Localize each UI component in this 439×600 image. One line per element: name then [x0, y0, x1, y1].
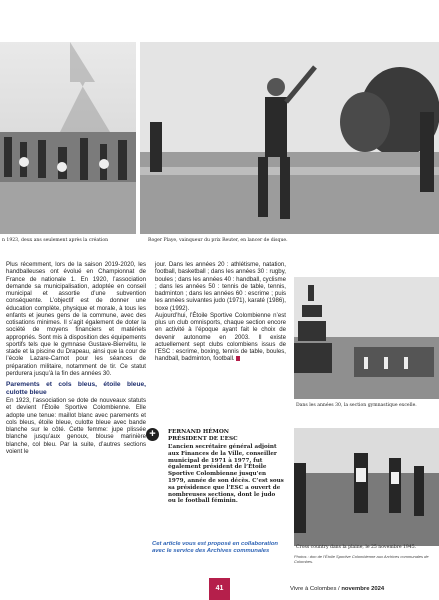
caption-cross-photo: Cross country dans la plaine, le 25 novembre 1945.	[296, 545, 417, 550]
callout-name	[168, 429, 238, 442]
page-number: 41	[209, 578, 230, 600]
photo-gymnastics	[294, 277, 439, 399]
plus-icon: +	[146, 428, 159, 441]
text-column-middle	[155, 261, 286, 363]
section-heading-uniform: Parements et cols bleus, étoile bleue, culotte bleue	[6, 381, 146, 396]
paragraph-history: Plus récemment, lors de la saison 2019-2020, les handballeuses ont évolué en Championnat de France de nationale 1. En 1920, l’association demande sa municipalisation, adoptée en conseil municipal et assortie d’une subvention conséquente. L’objectif est de donner une éducation complète, physique et morale, à tous les enfants et jeunes gens de la commune, avec des cotisations minimes. Il s’agit également de doter la société de moyens financiers et matériels appropriés. Sont mis à disposition des équipements sportifs tels que le gymnase Gustave-Bienvêtu, le stade et la piscine du Drapeau, ainsi que la cour de l’école Lazare-Carnot pour les séances de préparation militaire, notamment de tir. Ce statut perdurera jusqu’à la fin des années 30.	[6, 261, 146, 377]
photo-cross-country	[294, 428, 439, 546]
photo-discus-thrower	[140, 42, 439, 234]
footer-magazine	[290, 586, 384, 593]
caption-women-photo: n 1923, deux ans seulement après la création	[2, 238, 109, 243]
caption-discus-photo: Roger Playe, vainqueur du prix Reuter, en lancer de disque.	[148, 238, 288, 243]
credit-archives: Cet article vous est proposé en collaboration avec le service des Archives communales	[152, 541, 279, 554]
photo-source-note: Photos : don de l’Étoile Sportive Colombienne aux Archives communales de Colombes.	[294, 554, 429, 564]
end-mark	[236, 356, 240, 361]
photo-women-athletes	[0, 42, 136, 234]
callout-name-line2: PRÉSIDENT DE L’ESC	[168, 435, 238, 442]
callout-body: L’ancien secrétaire général adjoint aux Finances de la Ville, conseiller municipal de 1971 à 1977, fut également président de l’Étoile Sportive Colombienne jusqu’en 1979, année de son décès. C’est sous sa présidence que l’ESC a ouvert de nombreuses sections, dont le judo ou le football féminin.	[168, 444, 284, 505]
paragraph-sections: jour. Dans les années 20 : athlétisme, natation, football, basketball ; dans les années 30 : rugby, boules ; dans les années 40 : handball, cyclisme ; dans les années 50 : tennis de table, tennis, badminton ; dans les années 60 : escrime ; puis les années suivantes judo (1971), karaté (1986), boxe (1992).	[155, 261, 286, 312]
issue-date: novembre 2024	[341, 586, 385, 592]
paragraph-uniform: En 1923, l’association se dote de nouveaux statuts et devient l’Étoile Sportive Colombienne. Elle adopte une tenue: maillot blanc avec parements et cols bleus, étoile bleue, culotte bleue avec bande blanche sur le côté. Cette femme: jupe plissée blanche jusqu’aux genoux, blouse marinière blanche, col bleu. Par la suite, d’autres sections voient le	[6, 397, 146, 455]
caption-gymnastics-photo: Dans les années 30, la section gymnastique excelle.	[296, 403, 417, 408]
footer-separator: /	[336, 586, 342, 592]
magazine-name: Vivre à Colombes	[290, 586, 337, 592]
today-text: Aujourd’hui, l’Étoile Sportive Colombienne n’est plus un club omnisports, chaque section encore en activité à l’époque ayant fait le choix de devenir autonome en 2003. Il existe actuellement sept clubs colombiens issus de l’ESC : escrime, boxing, tennis de table, boules, handball, badminton, football.	[155, 311, 286, 363]
paragraph-today	[155, 312, 286, 363]
callout-name-line1: FERNAND HÉMON	[168, 429, 229, 435]
text-column-left	[6, 261, 146, 573]
